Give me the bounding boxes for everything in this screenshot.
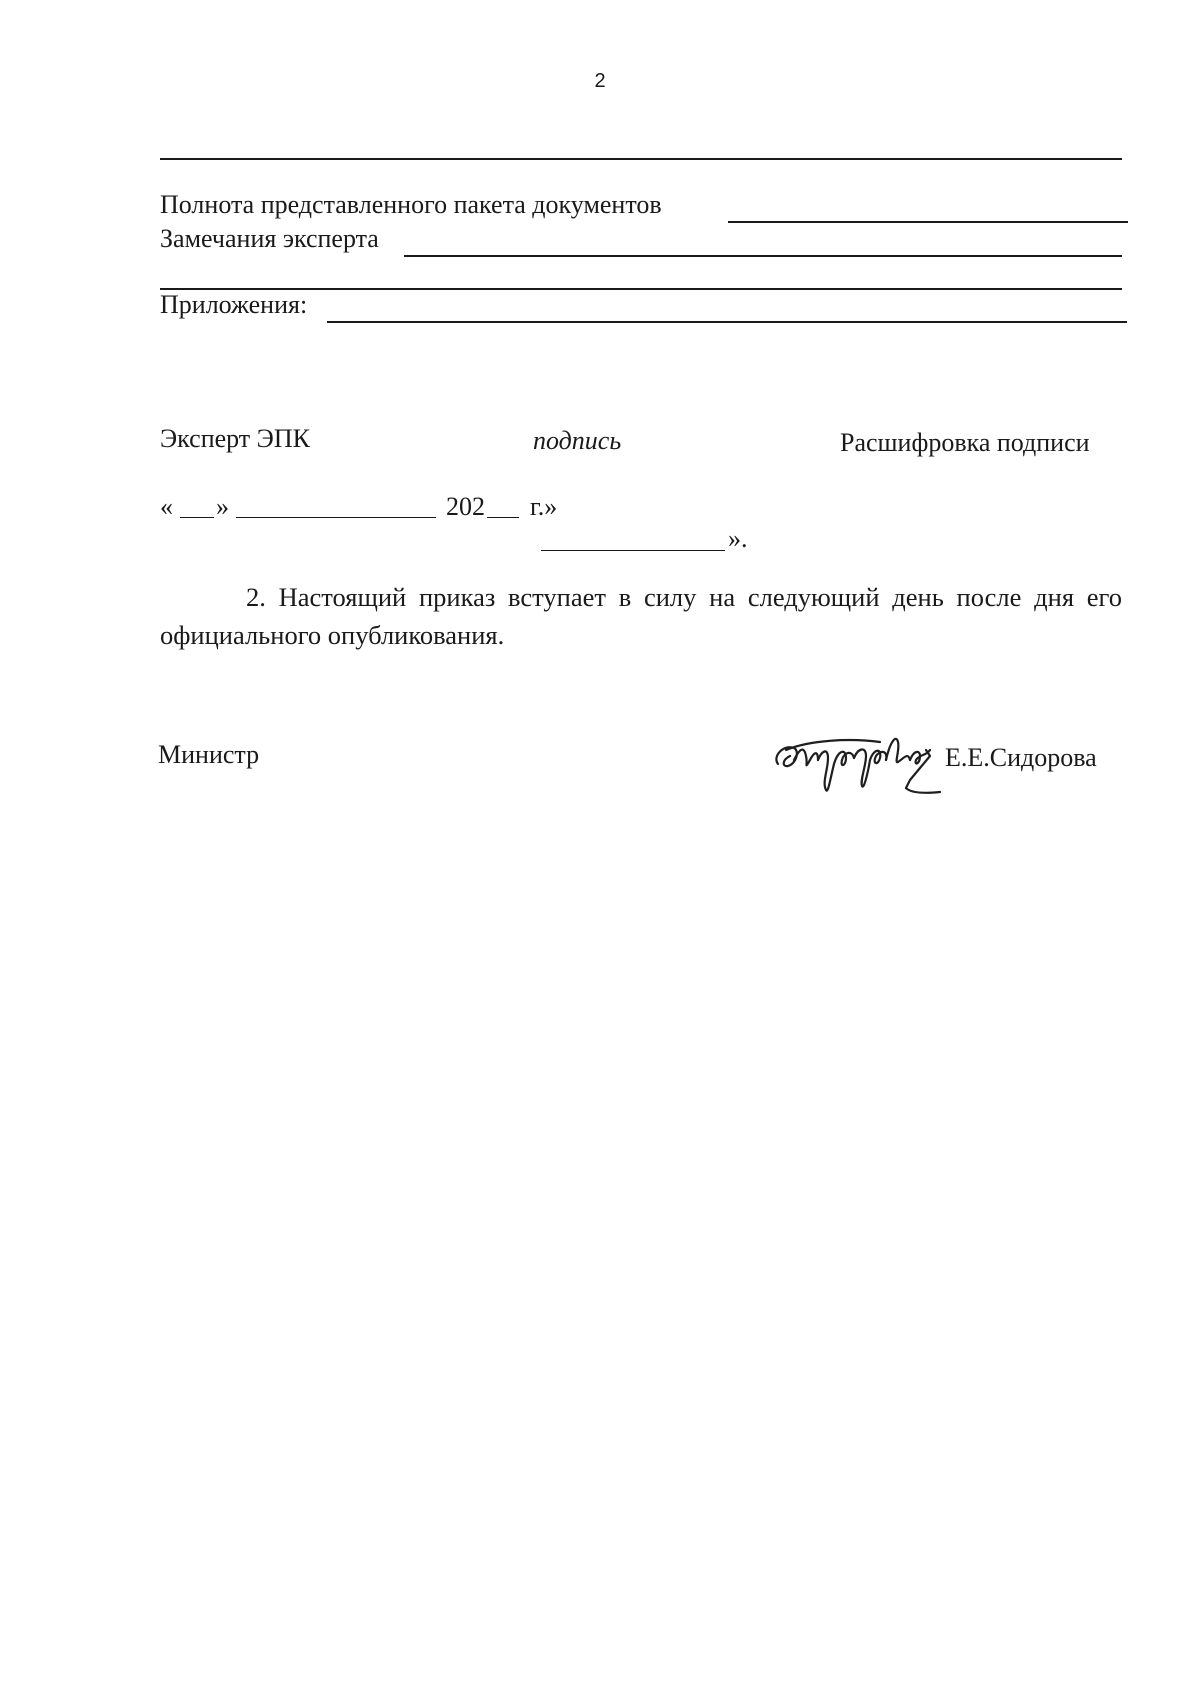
closing-field[interactable] <box>541 550 725 551</box>
date-day-field[interactable] <box>180 517 214 518</box>
minister-title: Министр <box>158 740 260 769</box>
date-year-suffix: г.» <box>530 492 558 521</box>
package-completeness-field[interactable] <box>728 221 1128 223</box>
signature-caption: подпись <box>533 426 622 455</box>
package-completeness-label: Полнота представленного пакета документов <box>160 190 662 219</box>
top-rule <box>160 158 1122 160</box>
date-month-field[interactable] <box>236 517 436 518</box>
attachments-field[interactable] <box>327 321 1127 323</box>
expert-remarks-field[interactable] <box>404 255 1122 257</box>
date-close-quote: » <box>216 492 229 521</box>
attachments-label: Приложения: <box>160 290 308 319</box>
date-year-prefix: 202 <box>446 492 485 521</box>
expert-remarks-label: Замечания эксперта <box>160 224 379 253</box>
closing-mark: ». <box>728 524 748 553</box>
signature-decoding-label: Расшифровка подписи <box>840 428 1090 457</box>
minister-name: Е.Е.Сидорова <box>945 743 1097 772</box>
paragraph-2: 2. Настоящий приказ вступает в силу на следующий день после дня его официального опубликования. <box>160 582 1122 650</box>
date-open-quote: « <box>160 492 173 521</box>
handwritten-signature <box>770 720 970 810</box>
date-year-field[interactable] <box>487 517 519 518</box>
expert-label: Эксперт ЭПК <box>160 424 310 453</box>
page-number: 2 <box>594 70 606 92</box>
